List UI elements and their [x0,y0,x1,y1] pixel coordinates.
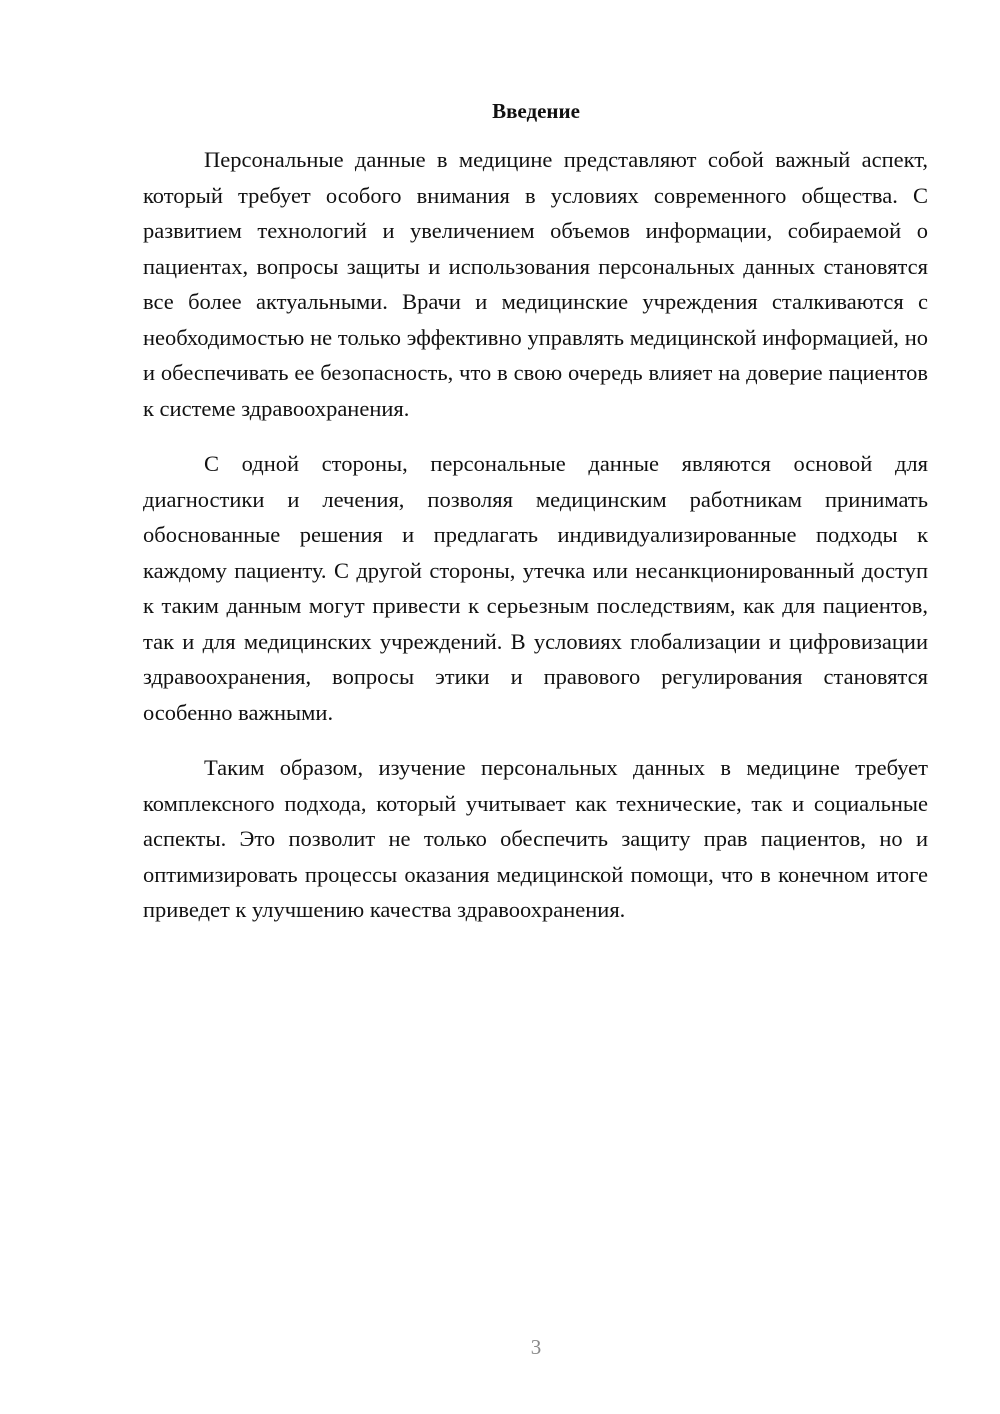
page-number: 3 [530,1335,542,1359]
body-text [143,142,928,948]
paragraph-3: Таким образом, изучение персональных данных в медицине требует комплексного подхода, который учитывает как технические, так и социальные аспекты. Это позволит не только обеспечить защиту прав пациентов, но и оптимизировать процессы оказания медицинской помощи, что в конечном итоге приведет к улучшению качества здравоохранения. [143,755,928,922]
section-title: Введение [492,99,580,123]
paragraph-2: С одной стороны, персональные данные являются основой для диагностики и лечения, позволяя медицинским работникам принимать обоснованные решения и предлагать индивидуализированные подходы к каждому пациенту. С другой стороны, утечка или несанкционированный доступ к таким данным могут привести к серьезным последствиям, как для пациентов, так и для медицинских учреждений. В условиях глобализации и цифровизации здравоохранения, вопросы этики и правового регулирования становятся особенно важными. [143,451,928,725]
paragraph-1: Персональные данные в медицине представляют собой важный аспект, который требует особого внимания в условиях современного общества. С развитием технологий и увеличением объемов информации, собираемой о пациентах, вопросы защиты и использования персональных данных становятся все более актуальными. Врачи и медицинские учреждения сталкиваются с необходимостью не только эффективно управлять медицинской информацией, но и обеспечивать ее безопасность, что в свою очередь влияет на доверие пациентов к системе здравоохранения. [143,147,928,421]
